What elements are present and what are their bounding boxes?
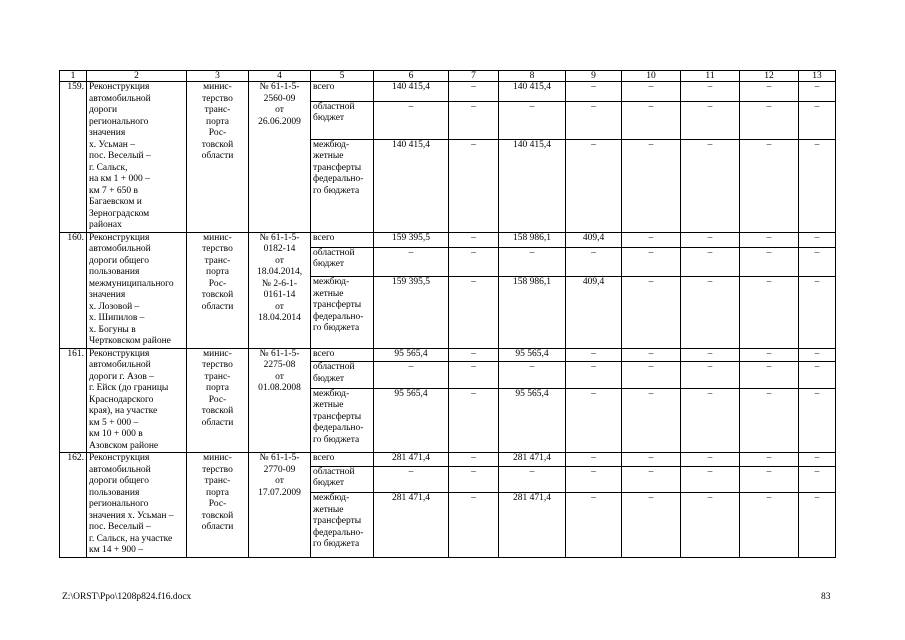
customer-line: товской xyxy=(201,510,234,521)
customer-line: порта xyxy=(206,383,229,393)
document-line: от xyxy=(275,105,284,115)
amount-cell: 409,4 xyxy=(566,277,622,348)
amount-cell: – xyxy=(566,139,622,232)
amount-cell: 140 415,4 xyxy=(374,139,449,232)
project-name-line: Зерноградском xyxy=(89,208,150,219)
customer-line: транс- xyxy=(204,255,231,266)
project-name-line: г. Ейск (до границы xyxy=(89,383,169,393)
project-name-line: автомобильной xyxy=(89,464,151,475)
funding-source-line: трансферты xyxy=(313,516,362,527)
customer-line: товской xyxy=(201,290,234,300)
amount-cell: – xyxy=(681,388,740,452)
amount-cell: – xyxy=(799,139,836,232)
amount-cell: – xyxy=(449,493,499,557)
footer-page-number: 83 xyxy=(821,592,831,602)
project-name-line: значения xyxy=(89,128,126,138)
amount-cell: – xyxy=(622,466,681,492)
funding-source-line: го бюджета xyxy=(313,539,360,550)
amount-cell: 281 471,4 xyxy=(499,453,566,467)
amount-cell: – xyxy=(566,466,622,492)
funding-source-line: областной xyxy=(313,466,355,477)
funding-source-line: областной xyxy=(313,362,355,373)
amount-cell: – xyxy=(566,82,622,102)
column-number: 3 xyxy=(187,71,249,82)
amount-cell: – xyxy=(740,493,799,557)
amount-cell: – xyxy=(799,466,836,492)
funding-source-line: трансферты xyxy=(313,411,362,422)
column-number: 6 xyxy=(374,71,449,82)
amount-cell: – xyxy=(799,493,836,557)
funding-source-line: всего xyxy=(313,453,335,463)
customer-line: Рос- xyxy=(208,394,227,405)
amount-cell: – xyxy=(374,362,449,388)
footer-file-path: Z:\ORST\Ppo\1208p824.f16.docx xyxy=(62,592,192,602)
amount-cell: – xyxy=(566,348,622,362)
customer-line: Рос- xyxy=(208,128,227,138)
project-name-line: регионального xyxy=(89,116,149,127)
entry-number: 160. xyxy=(60,232,87,348)
amount-cell: – xyxy=(681,453,740,467)
project-name-line: дороги xyxy=(89,105,118,115)
customer-line: области xyxy=(201,417,234,428)
amount-cell: 159 395,5 xyxy=(374,277,449,348)
document-line: от xyxy=(275,301,284,312)
table-row xyxy=(60,82,836,102)
amount-cell: – xyxy=(449,388,499,452)
amount-cell: – xyxy=(449,82,499,102)
expertise-document xyxy=(249,232,311,348)
project-name-line: пос. Веселый – xyxy=(89,522,151,532)
customer-line: терство xyxy=(202,360,233,370)
funding-source-line: областной xyxy=(313,101,355,112)
funding-source-line: всего xyxy=(313,348,335,359)
amount-cell: – xyxy=(799,453,836,467)
document-line: 17.07.2009 xyxy=(258,487,301,498)
customer-line: области xyxy=(201,522,234,532)
document-line: от xyxy=(275,476,284,486)
amount-cell: – xyxy=(449,453,499,467)
project-name-line: Багаевском и xyxy=(89,197,142,207)
funding-source-line: федерально- xyxy=(313,311,364,322)
funding-source-line: бюджет xyxy=(313,259,345,270)
customer-line: порта xyxy=(206,116,229,127)
amount-cell: – xyxy=(740,388,799,452)
amount-cell: – xyxy=(499,466,566,492)
project-name-line: пользования xyxy=(89,487,140,498)
document-line: № 61-1-5- xyxy=(259,232,300,243)
expertise-document xyxy=(249,453,311,558)
amount-cell: – xyxy=(449,232,499,247)
project-name-line: пользования xyxy=(89,267,140,277)
amount-cell: 140 415,4 xyxy=(499,82,566,102)
customer-line: минис- xyxy=(203,232,232,243)
amount-cell: – xyxy=(622,348,681,362)
project-name xyxy=(87,348,187,453)
project-name-line: дороги общего xyxy=(89,255,149,266)
document-line: 18.04.2014, xyxy=(256,267,303,277)
amount-cell: – xyxy=(449,101,499,139)
column-number: 12 xyxy=(740,71,799,82)
project-name-line: г. Сальск, xyxy=(89,162,128,173)
funding-source-line: федерально- xyxy=(313,423,364,434)
funding-source-line: всего xyxy=(313,82,335,92)
project-name-line: х. Шипилов – xyxy=(89,313,145,323)
amount-cell: 158 986,1 xyxy=(499,277,566,348)
amount-cell: – xyxy=(622,453,681,467)
customer-line: товской xyxy=(201,406,234,416)
customer-line: транс- xyxy=(204,476,231,486)
column-number: 7 xyxy=(449,71,499,82)
amount-cell: – xyxy=(799,232,836,247)
amount-cell: 281 471,4 xyxy=(499,493,566,557)
funding-source-line: межбюд- xyxy=(313,493,350,504)
amount-cell: 95 565,4 xyxy=(374,348,449,362)
customer-line: порта xyxy=(206,487,229,498)
funding-source-line: всего xyxy=(313,232,335,243)
project-name-line: г. Сальск, на участке xyxy=(89,533,173,544)
project-name-line: пос. Веселый – xyxy=(89,151,151,161)
document-line: № 61-1-5- xyxy=(259,82,300,92)
amount-cell: – xyxy=(449,348,499,362)
amount-cell: – xyxy=(499,362,566,388)
amount-cell: – xyxy=(681,466,740,492)
customer-line: минис- xyxy=(203,453,232,463)
amount-cell: – xyxy=(740,466,799,492)
customer xyxy=(187,348,249,453)
customer-line: транс- xyxy=(204,105,231,115)
amount-cell: – xyxy=(622,247,681,276)
amount-cell: – xyxy=(449,247,499,276)
customer-line: порта xyxy=(206,267,229,277)
project-name-line: регионального xyxy=(89,499,149,509)
amount-cell: 409,4 xyxy=(566,232,622,247)
customer-line: транс- xyxy=(204,371,231,382)
amount-cell: 95 565,4 xyxy=(374,388,449,452)
table-row xyxy=(60,232,836,247)
entry-number: 159. xyxy=(60,82,87,233)
customer-line: Рос- xyxy=(208,278,227,289)
project-name-line: км 10 + 000 в xyxy=(89,429,143,439)
amount-cell: 140 415,4 xyxy=(374,82,449,102)
funding-source-line: межбюд- xyxy=(313,139,350,150)
amount-cell: – xyxy=(740,139,799,232)
funding-source-line: трансферты xyxy=(313,162,362,173)
amount-cell: – xyxy=(374,466,449,492)
amount-cell: – xyxy=(681,101,740,139)
project-name-line: дороги общего xyxy=(89,476,149,486)
project-name-line: Реконструкция xyxy=(89,232,150,243)
amount-cell: – xyxy=(622,277,681,348)
project-name-line: Реконструкция xyxy=(89,453,150,463)
amount-cell: – xyxy=(681,139,740,232)
amount-cell: – xyxy=(449,277,499,348)
funding-source xyxy=(311,453,374,467)
funding-source-line: межбюд- xyxy=(313,277,350,288)
program-table xyxy=(59,70,836,558)
project-name-line: Краснодарского xyxy=(89,394,154,405)
amount-cell: – xyxy=(799,101,836,139)
amount-cell: – xyxy=(799,247,836,276)
amount-cell: – xyxy=(566,453,622,467)
funding-source xyxy=(311,139,374,232)
customer-line: области xyxy=(201,301,234,312)
document-line: № 61-1-5- xyxy=(259,453,300,463)
project-name xyxy=(87,82,187,233)
amount-cell: – xyxy=(566,101,622,139)
amount-cell: 95 565,4 xyxy=(499,388,566,452)
project-name-line: межмуниципального xyxy=(89,278,174,289)
amount-cell: – xyxy=(622,82,681,102)
amount-cell: – xyxy=(622,232,681,247)
project-name-line: Реконструкция xyxy=(89,82,150,92)
funding-source xyxy=(311,247,374,276)
amount-cell: – xyxy=(740,348,799,362)
funding-source-line: жетные xyxy=(313,151,344,162)
amount-cell: 95 565,4 xyxy=(499,348,566,362)
project-name-line: х. Богуны в xyxy=(89,324,136,335)
expertise-document xyxy=(249,348,311,453)
amount-cell: – xyxy=(681,348,740,362)
funding-source-line: го бюджета xyxy=(313,185,360,196)
project-name-line: км 5 + 000 – xyxy=(89,417,139,428)
customer-line: товской xyxy=(201,139,234,150)
funding-source xyxy=(311,348,374,362)
document-line: от xyxy=(275,255,284,266)
customer-line: области xyxy=(201,151,234,161)
amount-cell: – xyxy=(622,362,681,388)
funding-source xyxy=(311,82,374,102)
project-name-line: значения xyxy=(89,290,126,300)
amount-cell: – xyxy=(681,277,740,348)
column-number: 11 xyxy=(681,71,740,82)
funding-source-line: бюджет xyxy=(313,478,345,489)
funding-source-line: межбюд- xyxy=(313,388,350,399)
amount-cell: – xyxy=(499,247,566,276)
funding-source-line: федерально- xyxy=(313,174,364,185)
column-number: 8 xyxy=(499,71,566,82)
document-line: 2275-08 xyxy=(263,360,296,370)
amount-cell: 281 471,4 xyxy=(374,493,449,557)
project-name-line: Азовском районе xyxy=(89,440,159,451)
amount-cell: – xyxy=(799,82,836,102)
document-line: 2770-09 xyxy=(263,464,296,475)
amount-cell: – xyxy=(622,493,681,557)
amount-cell: – xyxy=(566,493,622,557)
project-name-line: Реконструкция xyxy=(89,348,150,359)
document-line: № 2-6-1- xyxy=(261,278,298,289)
project-name-line: х. Усьман – xyxy=(89,139,136,150)
amount-cell: – xyxy=(681,247,740,276)
project-name-line: на км 1 + 000 – xyxy=(89,174,150,184)
project-name-line: автомобильной xyxy=(89,93,151,104)
amount-cell: – xyxy=(374,247,449,276)
amount-cell: – xyxy=(799,348,836,362)
column-number: 10 xyxy=(622,71,681,82)
expertise-document xyxy=(249,82,311,233)
amount-cell: – xyxy=(740,232,799,247)
amount-cell: – xyxy=(740,247,799,276)
amount-cell: – xyxy=(449,362,499,388)
project-name-line: Чертковском районе xyxy=(89,336,171,346)
document-line: № 61-1-5- xyxy=(259,348,300,359)
customer xyxy=(187,453,249,558)
customer-line: терство xyxy=(202,464,233,475)
entry-number: 162. xyxy=(60,453,87,558)
project-name-line: автомобильной xyxy=(89,360,151,370)
amount-cell: – xyxy=(622,139,681,232)
amount-cell: – xyxy=(740,362,799,388)
funding-source xyxy=(311,362,374,388)
column-number: 5 xyxy=(311,71,374,82)
project-name-line: км 14 + 900 – xyxy=(89,545,143,555)
funding-source xyxy=(311,493,374,557)
customer xyxy=(187,82,249,233)
amount-cell: – xyxy=(799,277,836,348)
amount-cell: – xyxy=(799,362,836,388)
column-number: 1 xyxy=(60,71,87,82)
funding-source xyxy=(311,101,374,139)
amount-cell: – xyxy=(566,388,622,452)
document-sheet xyxy=(59,70,835,558)
amount-cell: – xyxy=(499,101,566,139)
column-number: 9 xyxy=(566,71,622,82)
funding-source-line: жетные xyxy=(313,400,344,411)
funding-source-line: бюджет xyxy=(313,113,345,124)
funding-source-line: трансферты xyxy=(313,300,362,311)
amount-cell: – xyxy=(566,247,622,276)
column-number: 13 xyxy=(799,71,836,82)
customer-line: минис- xyxy=(203,82,232,92)
amount-cell: – xyxy=(799,388,836,452)
amount-cell: – xyxy=(681,493,740,557)
document-line: 01.08.2008 xyxy=(258,383,301,393)
customer xyxy=(187,232,249,348)
amount-cell: – xyxy=(449,139,499,232)
funding-source-line: федерально- xyxy=(313,527,364,538)
document-line: 2560-09 xyxy=(263,93,296,104)
amount-cell: – xyxy=(681,362,740,388)
table-row xyxy=(60,348,836,362)
column-number: 4 xyxy=(249,71,311,82)
project-name-line: районах xyxy=(89,220,122,230)
amount-cell: 140 415,4 xyxy=(499,139,566,232)
header-row xyxy=(60,71,836,82)
amount-cell: – xyxy=(740,101,799,139)
amount-cell: – xyxy=(681,82,740,102)
project-name xyxy=(87,453,187,558)
document-line: 0161-14 xyxy=(263,290,296,300)
column-number: 2 xyxy=(87,71,187,82)
funding-source-line: жетные xyxy=(313,504,344,515)
table-row xyxy=(60,453,836,467)
document-line: 0182-14 xyxy=(263,244,296,254)
project-name-line: значения х. Усьман – xyxy=(89,510,174,521)
amount-cell: – xyxy=(740,277,799,348)
project-name xyxy=(87,232,187,348)
project-name-line: края), на участке xyxy=(89,406,158,416)
document-line: от xyxy=(275,371,284,382)
project-name-line: дороги г. Азов – xyxy=(89,371,154,382)
customer-line: минис- xyxy=(203,348,232,359)
amount-cell: – xyxy=(622,388,681,452)
customer-line: Рос- xyxy=(208,499,227,509)
amount-cell: – xyxy=(740,453,799,467)
customer-line: терство xyxy=(202,244,233,254)
funding-source xyxy=(311,232,374,247)
amount-cell: 158 986,1 xyxy=(499,232,566,247)
funding-source-line: бюджет xyxy=(313,373,345,384)
funding-source xyxy=(311,277,374,348)
amount-cell: – xyxy=(374,101,449,139)
amount-cell: 281 471,4 xyxy=(374,453,449,467)
document-line: 26.06.2009 xyxy=(258,116,301,127)
project-name-line: х. Лозовой – xyxy=(89,301,140,312)
project-name-line: км 7 + 650 в xyxy=(89,185,138,196)
entry-number: 161. xyxy=(60,348,87,453)
amount-cell: – xyxy=(566,362,622,388)
amount-cell: – xyxy=(622,101,681,139)
funding-source-line: жетные xyxy=(313,288,344,299)
amount-cell: – xyxy=(681,232,740,247)
project-name-line: автомобильной xyxy=(89,244,151,254)
document-line: 18.04.2014 xyxy=(258,313,301,323)
funding-source xyxy=(311,466,374,492)
funding-source-line: го бюджета xyxy=(313,434,360,445)
funding-source xyxy=(311,388,374,452)
table-body xyxy=(60,71,836,558)
customer-line: терство xyxy=(202,93,233,104)
amount-cell: – xyxy=(740,82,799,102)
amount-cell: 159 395,5 xyxy=(374,232,449,247)
funding-source-line: го бюджета xyxy=(313,323,360,334)
funding-source-line: областной xyxy=(313,247,355,258)
amount-cell: – xyxy=(449,466,499,492)
